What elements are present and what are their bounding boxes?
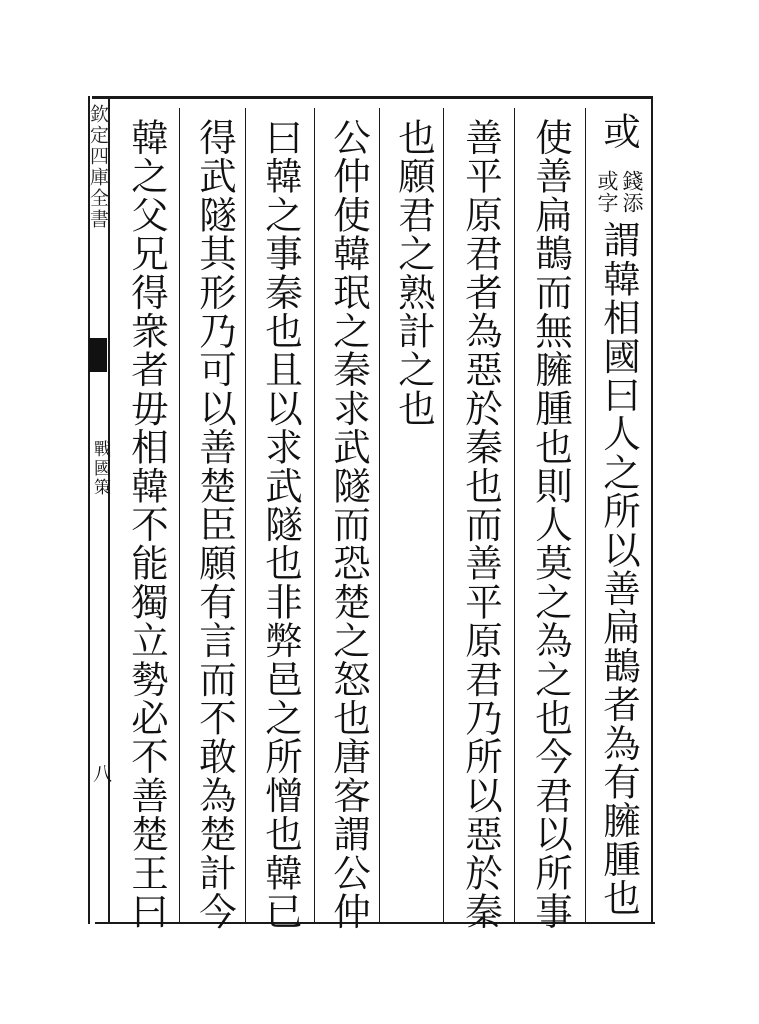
column-divider <box>179 108 180 922</box>
text-column-3: 善平原君者為惡於秦也而善平原君乃所以惡於秦 <box>459 118 503 931</box>
editorial-note-left: 或字 <box>595 170 619 214</box>
text-column-4: 也願君之熟計之也 <box>392 118 436 428</box>
column-1-rest: 謂韓相國曰人之所以善扁鵲者為有臃腫也 <box>597 220 641 918</box>
fishtail-mark <box>89 338 107 372</box>
right-border <box>651 96 653 924</box>
text-column-2: 使善扁鵲而無臃腫也則人莫之為之也今君以所事 <box>529 118 573 931</box>
margin-book-title: 戰國策 <box>90 440 110 497</box>
column-divider <box>379 108 380 922</box>
column-divider <box>514 108 515 922</box>
text-column-7: 得武隧其形乃可以善楚臣願有言而不敢為楚計今 <box>193 118 237 931</box>
text-column-6: 曰韓之事秦也且以求武隧也非弊邑之所憎也韓已 <box>259 118 303 931</box>
column-divider <box>245 108 246 922</box>
text-column-8: 韓之父兄得衆者毋相韓不能獨立勢必不善楚王曰 <box>125 118 169 931</box>
column-divider <box>443 108 444 922</box>
margin-page-number: 八 <box>90 764 112 785</box>
text-column-5: 公仲使韓珉之秦求武隧而恐楚之怒也唐客謂公仲 <box>327 118 371 931</box>
editorial-note-right: 錢添 <box>620 170 644 214</box>
margin-collection-title: 欽定四庫全書 <box>87 104 109 230</box>
text-column-1 <box>590 112 648 917</box>
column-divider <box>585 108 586 922</box>
column-divider <box>314 108 315 922</box>
top-border <box>92 96 652 99</box>
column-1-head: 或 <box>597 112 641 151</box>
